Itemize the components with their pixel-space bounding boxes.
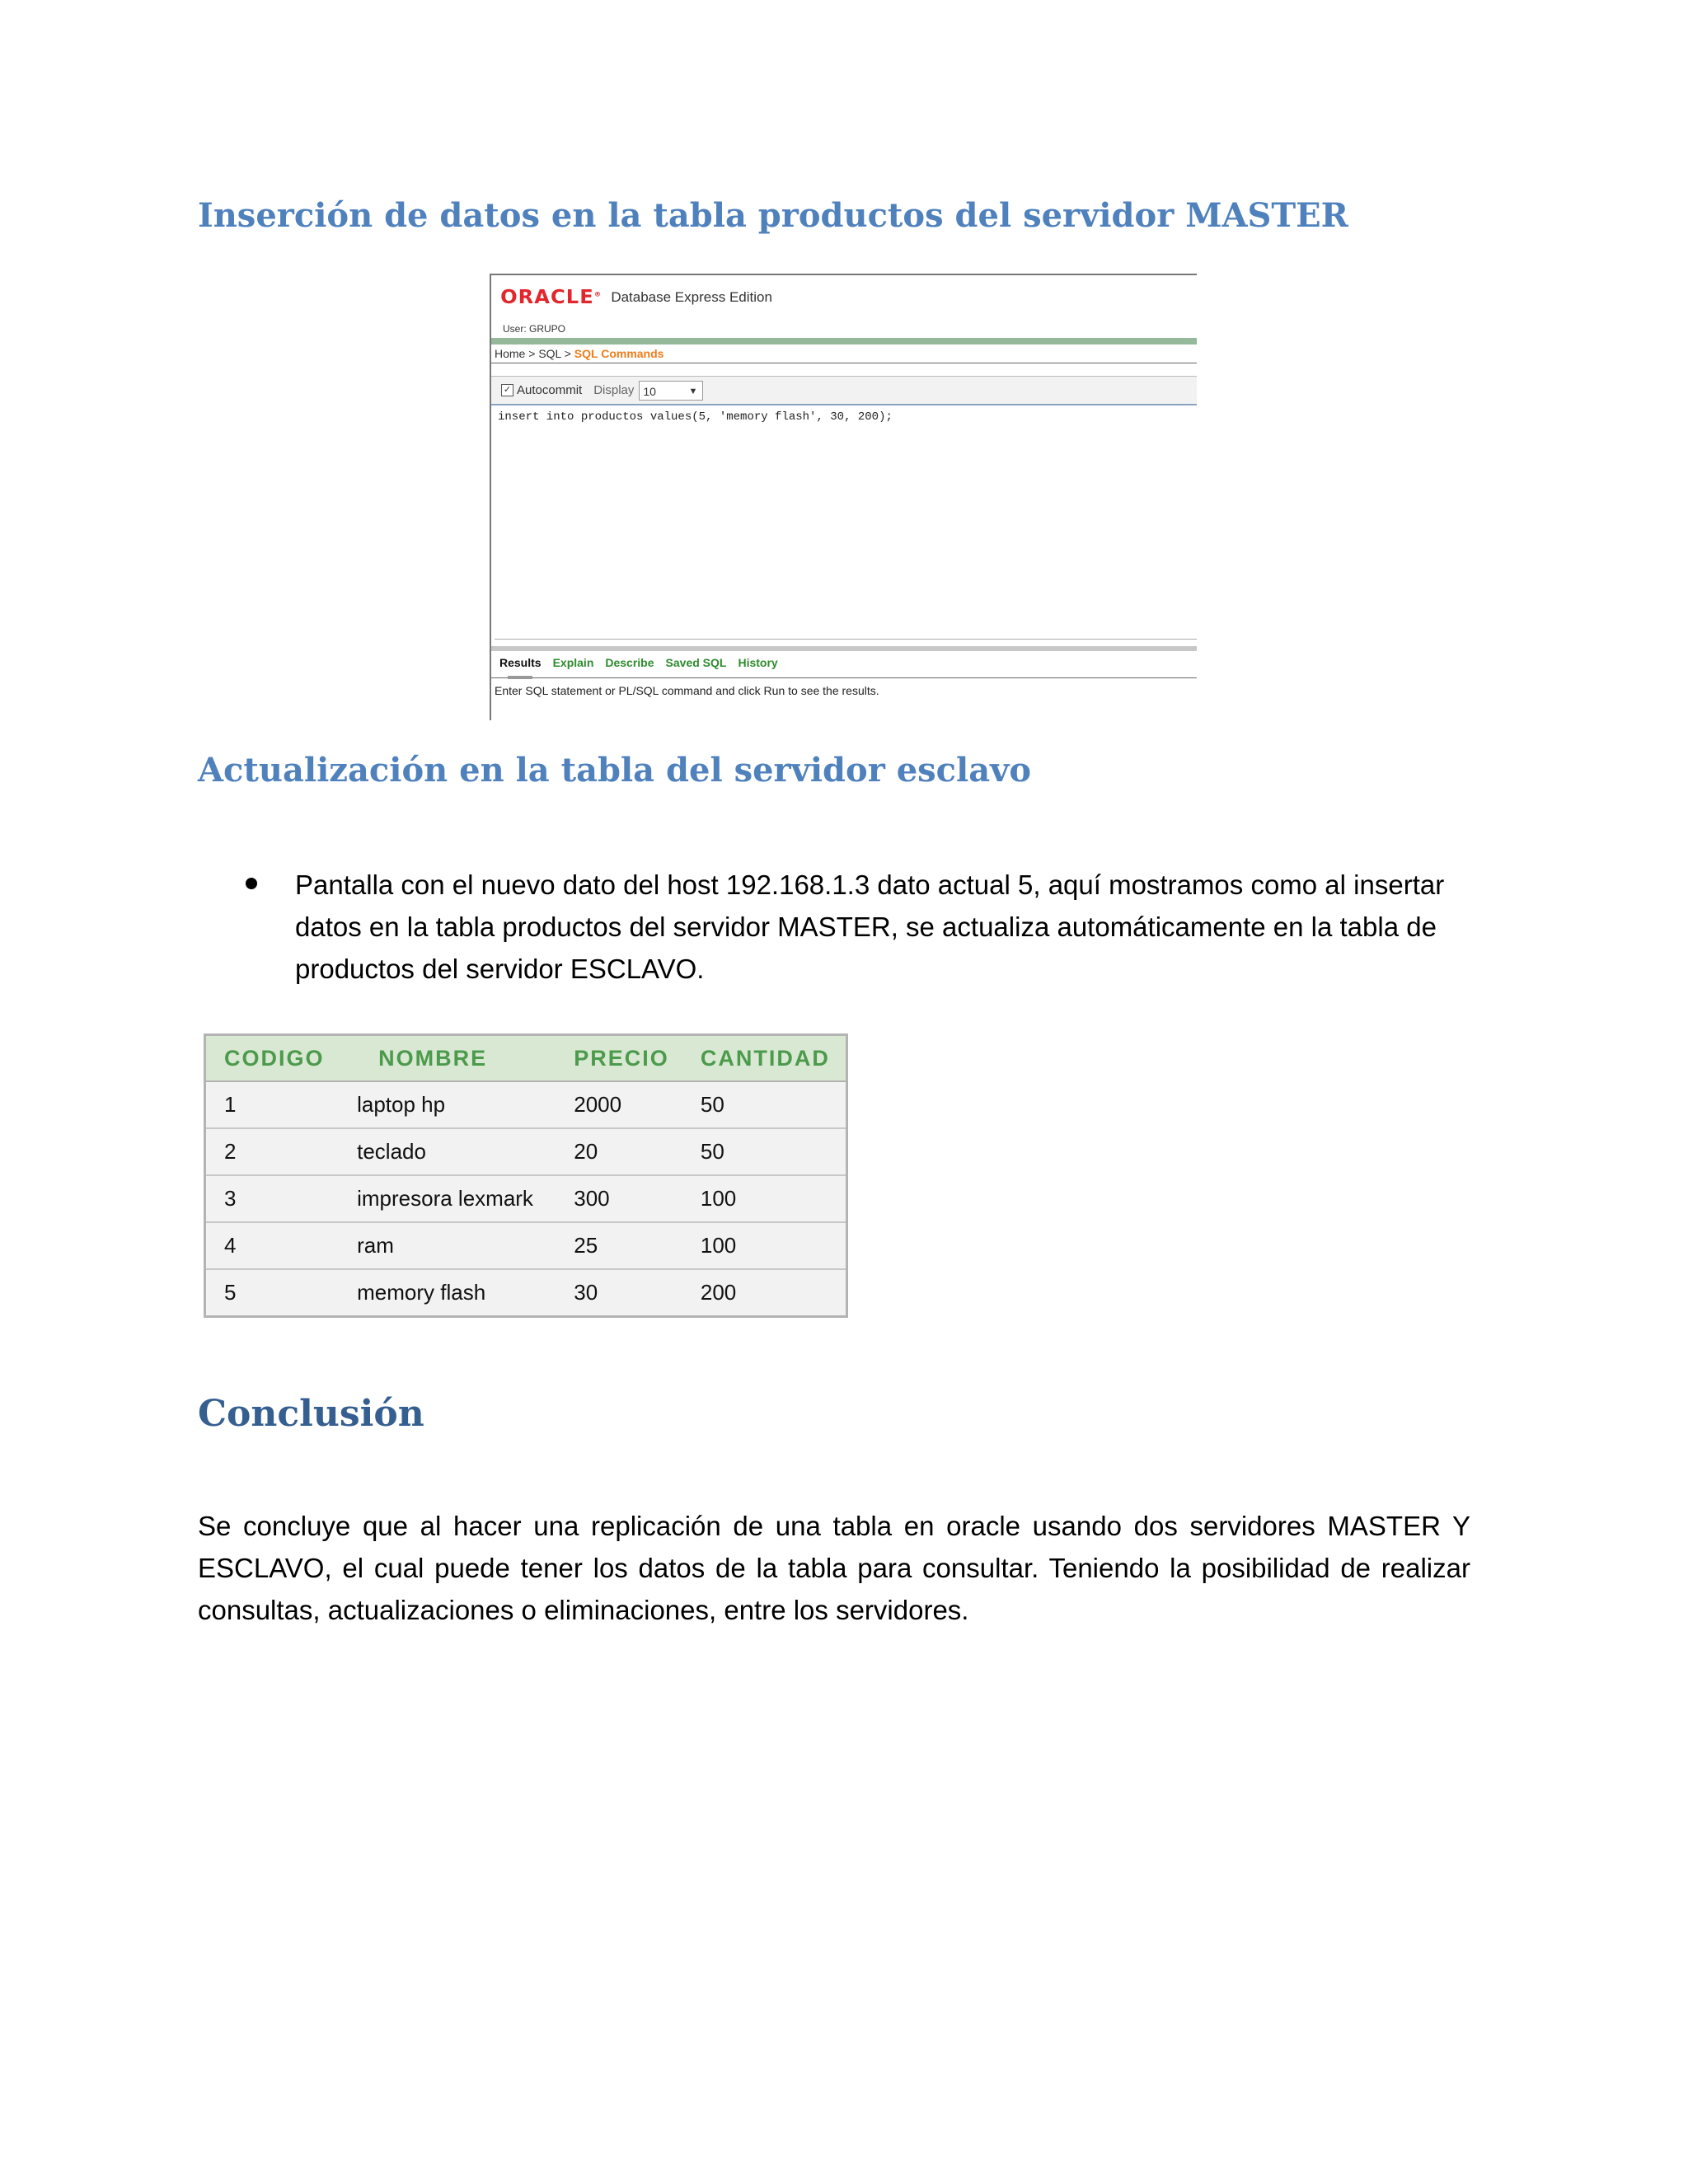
display-value: 10 <box>643 384 656 398</box>
cell-nombre: ram <box>339 1222 556 1269</box>
edition-label: Database Express Edition <box>611 289 772 305</box>
tab-history[interactable]: History <box>738 656 778 669</box>
conclusion-paragraph: Se concluye que al hacer una replicación de una tabla en oracle usando dos servidores MASTER Y ESCLAVO, el cual puede tener los datos de la tabla para consultar. Teniendo la posibilidad de realizar consultas, actualizaciones o eliminaciones, entre los servidores. <box>198 1511 1470 1625</box>
table-row <box>205 1081 847 1128</box>
cell-nombre: teclado <box>339 1128 556 1175</box>
oracle-logo: ORACLE® <box>500 287 603 308</box>
header-nombre: NOMBRE <box>339 1035 556 1082</box>
tab-explain[interactable]: Explain <box>552 656 594 669</box>
result-tabs <box>499 656 778 669</box>
cell-precio: 20 <box>556 1128 682 1175</box>
chevron-down-icon: ▼ <box>688 386 698 396</box>
cell-nombre: laptop hp <box>339 1081 556 1128</box>
table-row <box>205 1222 847 1269</box>
cell-codigo: 5 <box>205 1269 340 1317</box>
cell-cantidad: 100 <box>682 1175 847 1222</box>
cell-nombre: impresora lexmark <box>339 1175 556 1222</box>
update-heading: Actualización en la tabla del servidor esclavo <box>198 751 1032 790</box>
cell-cantidad: 50 <box>682 1128 847 1175</box>
tab-results[interactable]: Results <box>499 656 542 669</box>
display-select[interactable] <box>639 381 703 401</box>
cell-codigo: 1 <box>205 1081 340 1128</box>
breadcrumb-sql[interactable]: SQL <box>538 347 561 360</box>
breadcrumb <box>491 344 1197 363</box>
cell-codigo: 4 <box>205 1222 340 1269</box>
sql-editor[interactable]: insert into productos values(5, 'memory flash', 30, 200); <box>495 407 1197 640</box>
tab-saved-sql[interactable]: Saved SQL <box>665 656 727 669</box>
results-message: Enter SQL statement or PL/SQL command and click Run to see the results. <box>495 684 879 697</box>
header-bar <box>491 338 1197 344</box>
cell-cantidad: 50 <box>682 1081 847 1128</box>
display-label: Display <box>593 383 635 397</box>
active-tab-indicator <box>508 676 532 679</box>
cell-precio: 30 <box>556 1269 682 1317</box>
header-codigo: CODIGO <box>205 1035 340 1082</box>
insert-heading: Inserción de datos en la tabla productos del servidor MASTER <box>198 196 1348 235</box>
table-row <box>205 1175 847 1222</box>
cell-cantidad: 100 <box>682 1222 847 1269</box>
autocommit-label: Autocommit <box>517 383 583 397</box>
table-header-row <box>205 1035 847 1082</box>
oracle-sql-commands-screenshot <box>490 274 1197 720</box>
table-row <box>205 1128 847 1175</box>
sql-toolbar <box>491 376 1197 405</box>
header-precio: PRECIO <box>556 1035 682 1082</box>
cell-codigo: 2 <box>205 1128 340 1175</box>
user-label: User: GRUPO <box>503 323 566 335</box>
tab-divider <box>491 677 1197 678</box>
table-row <box>205 1269 847 1317</box>
bullet-text: Pantalla con el nuevo dato del host 192.168.1.3 dato actual 5, aquí mostramos como al insertar datos en la tabla productos del servidor MASTER, se actualiza automáticamente en la tabla de productos del servidor ESCLAVO. <box>295 869 1445 984</box>
breadcrumb-sql-commands[interactable]: SQL Commands <box>574 347 664 360</box>
list-item <box>239 864 1492 990</box>
bullet-icon <box>246 878 257 889</box>
bullet-list <box>239 864 1492 990</box>
autocommit-checkbox[interactable]: ✓ <box>501 384 513 396</box>
breadcrumb-separator: > <box>564 347 571 360</box>
conclusion-heading: Conclusión <box>198 1393 424 1435</box>
oracle-brand <box>500 285 772 310</box>
cell-precio: 2000 <box>556 1081 682 1128</box>
cell-nombre: memory flash <box>339 1269 556 1317</box>
cell-cantidad: 200 <box>682 1269 847 1317</box>
breadcrumb-home[interactable]: Home <box>495 347 526 360</box>
cell-precio: 25 <box>556 1222 682 1269</box>
header-cantidad: CANTIDAD <box>682 1035 847 1082</box>
breadcrumb-separator: > <box>528 347 536 360</box>
cell-precio: 300 <box>556 1175 682 1222</box>
products-table <box>204 1033 848 1318</box>
tab-describe[interactable]: Describe <box>605 656 654 669</box>
splitter-bar[interactable] <box>491 646 1197 651</box>
cell-codigo: 3 <box>205 1175 340 1222</box>
